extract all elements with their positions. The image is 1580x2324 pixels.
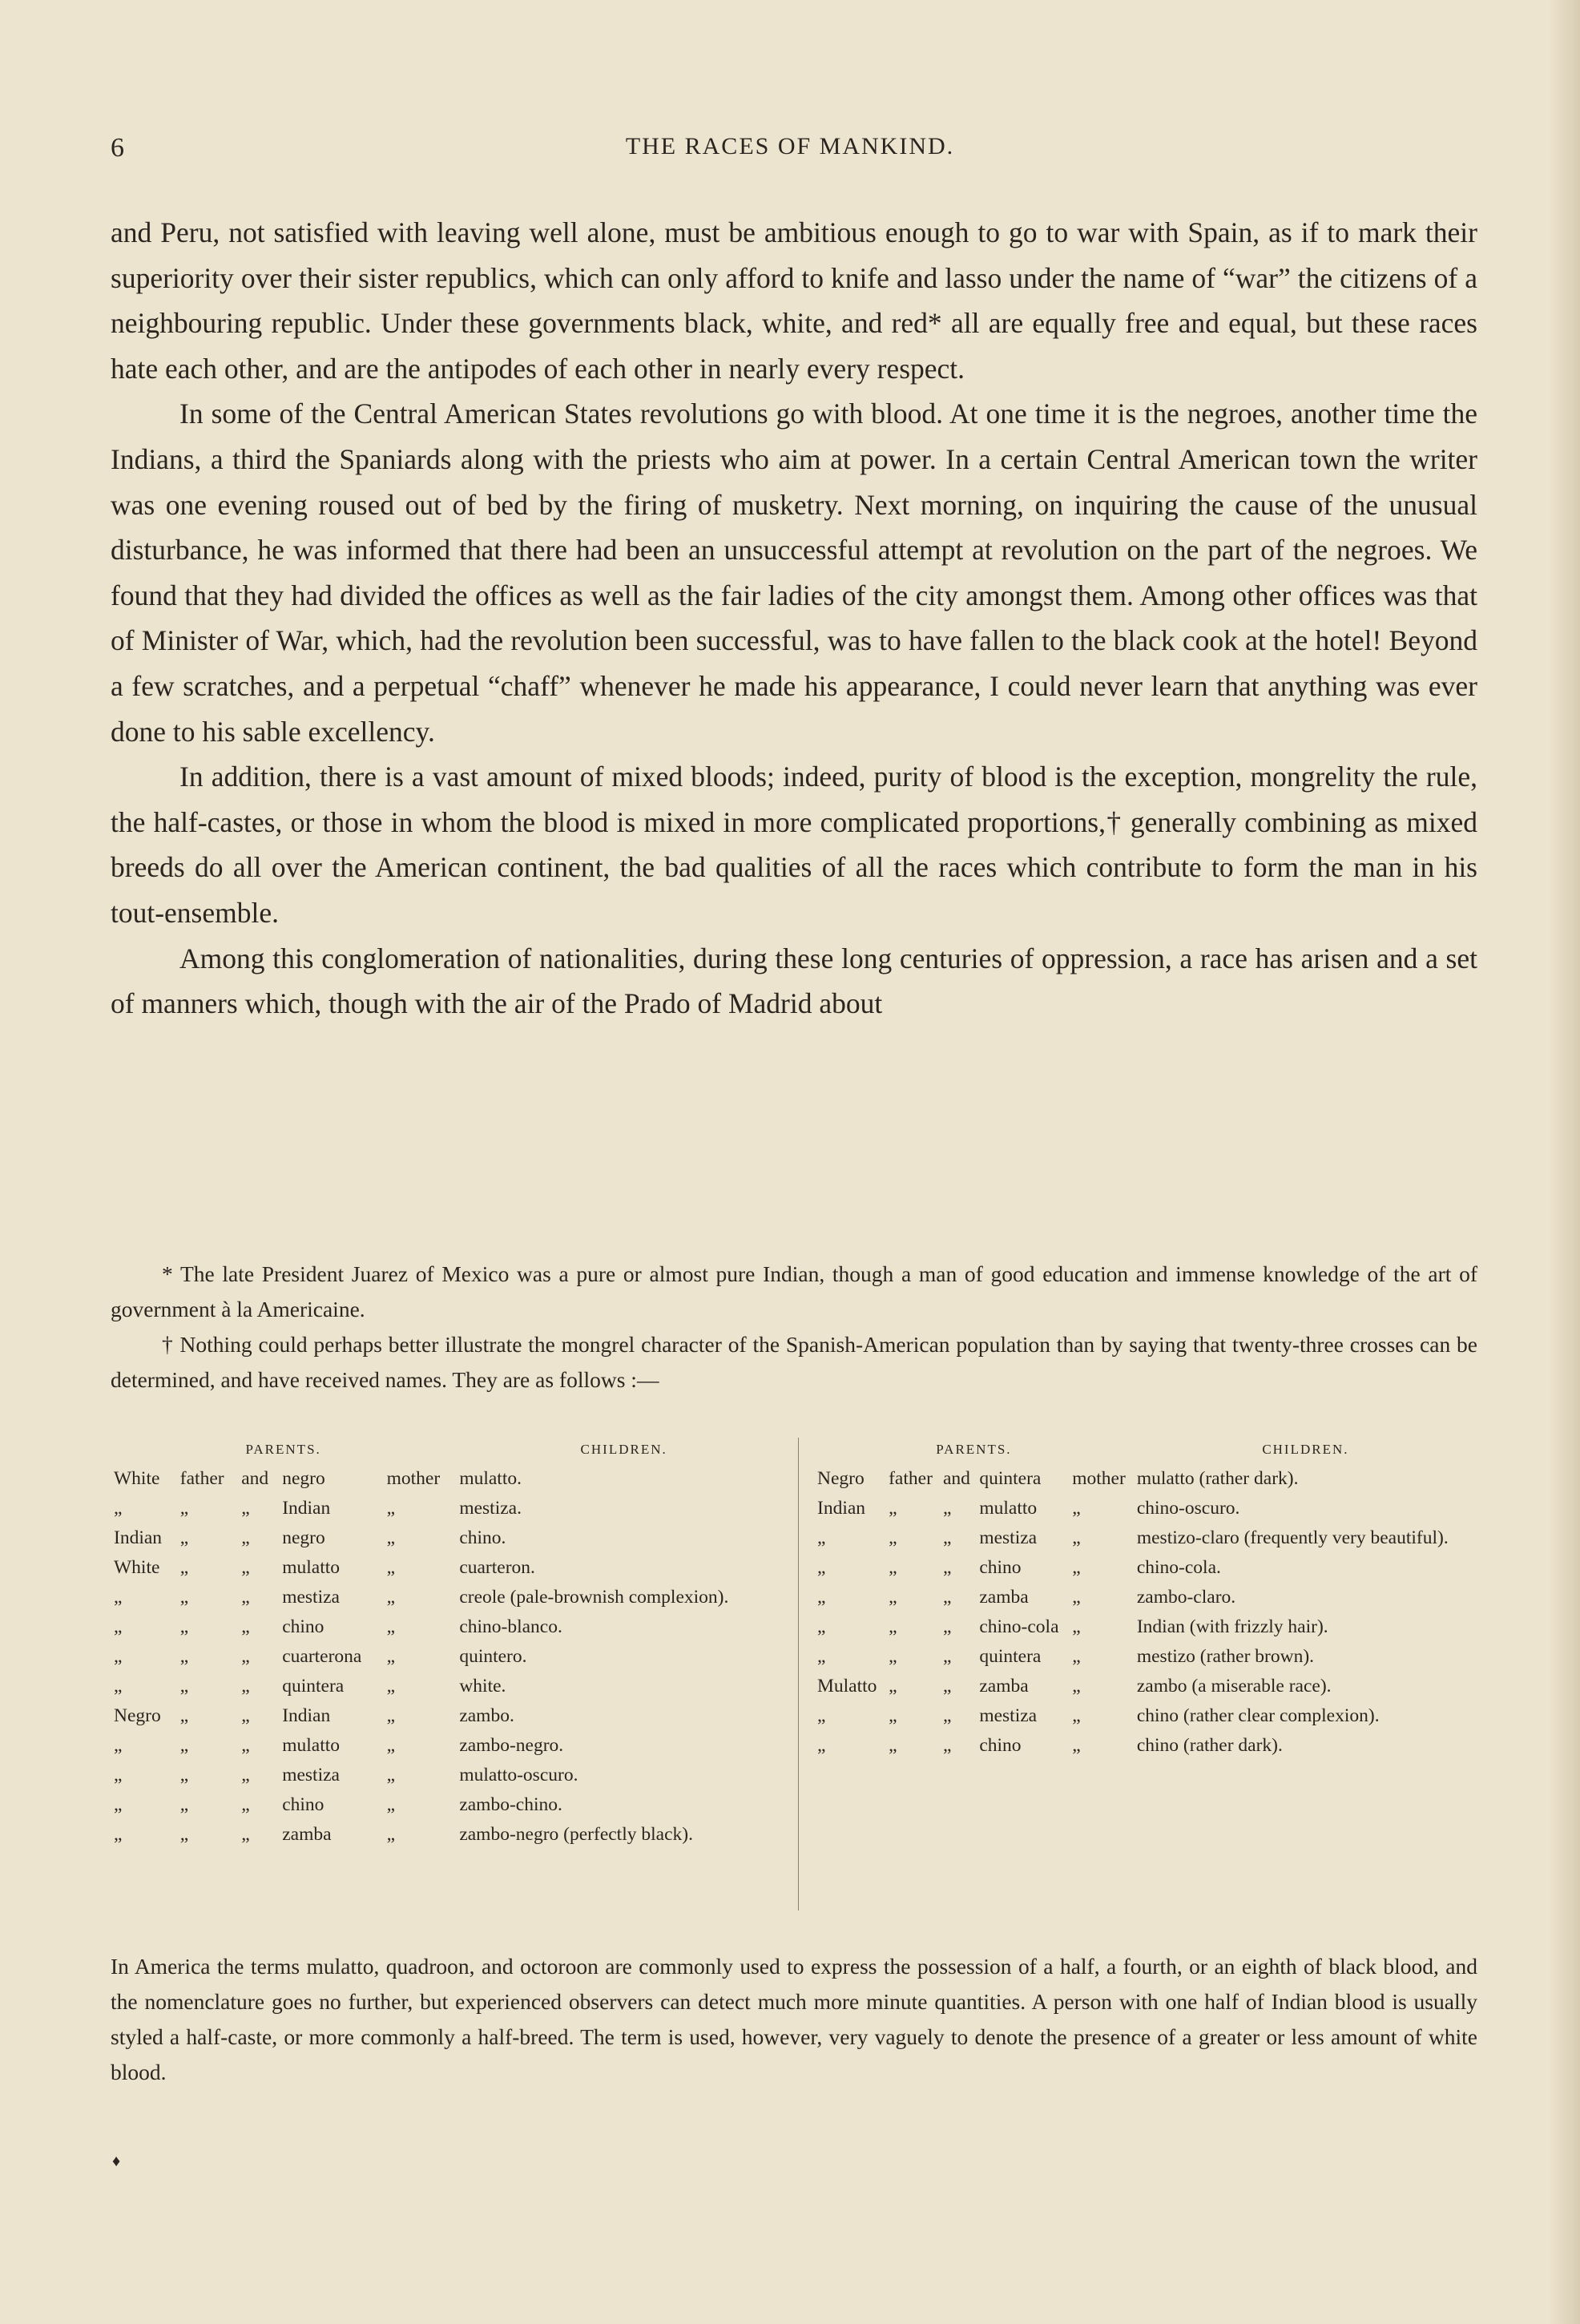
parent-cell: „ — [179, 1498, 189, 1519]
parent-cell: „ — [1072, 1498, 1081, 1519]
parent-cell: Negro — [817, 1468, 865, 1489]
child-cell: chino (rather clear complexion). — [1136, 1705, 1380, 1726]
parent-cell: „ — [241, 1616, 250, 1637]
parent-cell: and — [943, 1468, 970, 1489]
paragraph: In America the terms mulatto, quadroon, and octoroon are commonly used to express the possession of a half, a fourth, or an eighth of black blood, and the nomenclature goes no further, but experienced observers can detect much more minute quantities. A person with one half of Indian blood is usually styled a half-caste, or more commonly a half-breed. The term is used, however, very vaguely to denote the presence of a greater or less amount of white blood. — [111, 1954, 1477, 2084]
parent-cell: „ — [179, 1557, 189, 1578]
parent-cell: „ — [943, 1705, 952, 1726]
parent-cell: „ — [1072, 1587, 1081, 1608]
parent-cell: „ — [241, 1527, 250, 1548]
parent-cell: negro — [282, 1468, 325, 1489]
parent-cell: „ — [386, 1646, 396, 1667]
parent-cell: „ — [241, 1587, 250, 1608]
child-cell: mestiza. — [459, 1498, 522, 1519]
child-cell: creole (pale-brownish complexion). — [459, 1587, 729, 1608]
table-row — [111, 1790, 792, 1820]
parent-cell: „ — [114, 1765, 123, 1785]
parent-cell: „ — [1072, 1527, 1081, 1548]
parent-cell: Indian — [817, 1498, 866, 1519]
parent-cell: „ — [179, 1646, 189, 1667]
table-row — [111, 1464, 792, 1494]
parent-cell: „ — [943, 1735, 952, 1756]
child-cell: mulatto (rather dark). — [1136, 1468, 1299, 1489]
child-cell: white. — [459, 1676, 506, 1697]
parent-cell: „ — [889, 1587, 897, 1608]
parent-cell: „ — [889, 1735, 897, 1756]
parent-cell: „ — [1072, 1676, 1081, 1697]
table-row — [111, 1583, 792, 1612]
parent-cell: „ — [817, 1616, 826, 1637]
parent-cell: Indian — [114, 1527, 163, 1548]
parent-cell: father — [889, 1468, 933, 1489]
child-cell: mulatto-oscuro. — [459, 1765, 578, 1785]
parent-cell: „ — [1072, 1735, 1081, 1756]
parent-cell: „ — [817, 1735, 826, 1756]
children-header: CHILDREN. — [1262, 1442, 1349, 1457]
child-cell: Indian (with frizzly hair). — [1136, 1616, 1328, 1637]
table-row — [814, 1464, 1477, 1494]
parent-cell: White — [114, 1468, 160, 1489]
parent-cell: „ — [241, 1646, 250, 1667]
column-divider — [798, 1438, 799, 1910]
parent-cell: quintera — [282, 1676, 345, 1697]
parent-cell: chino — [282, 1616, 324, 1637]
table-row — [111, 1820, 792, 1850]
parent-cell: „ — [179, 1794, 189, 1815]
parent-cell: „ — [889, 1705, 897, 1726]
table-row — [111, 1761, 792, 1790]
parent-cell: „ — [889, 1527, 897, 1548]
table-row — [111, 1612, 792, 1642]
child-cell: mestizo-claro (frequently very beautiful). — [1136, 1527, 1449, 1548]
parent-cell: mulatto — [282, 1735, 340, 1756]
table-row — [814, 1494, 1477, 1523]
child-cell: zambo-claro. — [1136, 1587, 1236, 1608]
footnotes — [111, 1257, 1477, 1398]
parent-cell: Negro — [114, 1705, 161, 1726]
child-cell: chino (rather dark). — [1136, 1735, 1283, 1756]
table-row — [111, 1701, 792, 1731]
parent-cell: mother — [1072, 1468, 1126, 1489]
crosses-table-right — [814, 1434, 1477, 1761]
child-cell: zambo (a miserable race). — [1136, 1676, 1332, 1697]
parent-cell: „ — [241, 1705, 250, 1726]
parent-cell: „ — [386, 1705, 396, 1726]
parent-cell: „ — [889, 1498, 897, 1519]
parent-cell: chino-cola — [979, 1616, 1059, 1637]
parent-cell: „ — [114, 1616, 123, 1637]
parent-cell: „ — [889, 1616, 897, 1637]
table-row — [111, 1731, 792, 1761]
table-row — [814, 1553, 1477, 1583]
parent-cell: „ — [386, 1765, 396, 1785]
parent-cell: „ — [386, 1557, 396, 1578]
parent-cell: „ — [241, 1765, 250, 1785]
child-cell: mulatto. — [459, 1468, 522, 1489]
main-text — [111, 210, 1477, 1027]
parent-cell: Indian — [282, 1498, 331, 1519]
parent-cell: „ — [943, 1646, 952, 1667]
parent-cell: and — [241, 1468, 269, 1489]
parent-cell: „ — [114, 1498, 123, 1519]
ink-mark: ♦ — [112, 2153, 121, 2170]
parent-cell: „ — [889, 1557, 897, 1578]
parent-cell: „ — [386, 1794, 396, 1815]
parent-cell: „ — [943, 1676, 952, 1697]
parent-cell: „ — [1072, 1557, 1081, 1578]
parent-cell: „ — [179, 1705, 189, 1726]
parent-cell: White — [114, 1557, 160, 1578]
parent-cell: „ — [943, 1527, 952, 1548]
parent-cell: zamba — [282, 1824, 332, 1845]
page-number: 6 — [111, 133, 124, 163]
parent-cell: „ — [943, 1616, 952, 1637]
child-cell: zambo-negro. — [459, 1735, 564, 1756]
footnote: † Nothing could perhaps better illustrate the mongrel character of the Spanish-American population than by saying that twenty-three crosses can be determined, and have received names. They are as follows :— — [111, 1332, 1477, 1392]
parent-cell: „ — [943, 1557, 952, 1578]
parent-cell: „ — [817, 1527, 826, 1548]
parent-cell: „ — [817, 1705, 826, 1726]
parent-cell: „ — [386, 1587, 396, 1608]
parent-cell: „ — [1072, 1646, 1081, 1667]
parent-cell: „ — [386, 1824, 396, 1845]
parent-cell: mestiza — [282, 1765, 340, 1785]
table-row — [111, 1494, 792, 1523]
parent-cell: „ — [241, 1676, 250, 1697]
child-cell: cuarteron. — [459, 1557, 535, 1578]
table-header-row — [814, 1434, 1477, 1464]
parent-cell: Mulatto — [817, 1676, 877, 1697]
parent-cell: „ — [179, 1735, 189, 1756]
child-cell: zambo-chino. — [459, 1794, 562, 1815]
table-body — [111, 1464, 792, 1850]
table-row — [814, 1701, 1477, 1731]
parent-cell: zamba — [979, 1587, 1029, 1608]
parent-cell: mestiza — [979, 1705, 1038, 1726]
parent-cell: „ — [943, 1498, 952, 1519]
child-cell: quintero. — [459, 1646, 527, 1667]
parent-cell: „ — [386, 1735, 396, 1756]
parent-cell: „ — [179, 1765, 189, 1785]
table-row — [814, 1731, 1477, 1761]
table-row — [111, 1523, 792, 1553]
parent-cell: „ — [1072, 1616, 1081, 1637]
parent-cell: „ — [241, 1794, 250, 1815]
parent-cell: chino — [979, 1735, 1022, 1756]
table-row — [814, 1612, 1477, 1642]
parent-cell: quintera — [979, 1646, 1042, 1667]
parent-cell: quintera — [979, 1468, 1042, 1489]
parent-cell: „ — [241, 1557, 250, 1578]
table-row — [111, 1672, 792, 1701]
table-row — [111, 1553, 792, 1583]
parent-cell: „ — [943, 1587, 952, 1608]
parent-cell: „ — [817, 1646, 826, 1667]
crosses-table — [111, 1434, 1477, 1931]
page-edge-shadow — [1548, 0, 1580, 2324]
parent-cell: „ — [386, 1616, 396, 1637]
parent-cell: „ — [114, 1824, 123, 1845]
child-cell: chino-cola. — [1136, 1557, 1221, 1578]
parent-cell: Indian — [282, 1705, 331, 1726]
parent-cell: mulatto — [979, 1498, 1038, 1519]
parent-cell: chino — [979, 1557, 1022, 1578]
parent-cell: „ — [179, 1587, 189, 1608]
parent-cell: „ — [889, 1646, 897, 1667]
parent-cell: negro — [282, 1527, 325, 1548]
child-cell: chino-oscuro. — [1136, 1498, 1240, 1519]
parent-cell: „ — [241, 1824, 250, 1845]
parent-cell: „ — [114, 1794, 123, 1815]
parent-cell: „ — [114, 1676, 123, 1697]
parents-header: PARENTS. — [245, 1442, 321, 1457]
closing-text — [111, 1949, 1477, 2090]
child-cell: chino-blanco. — [459, 1616, 562, 1637]
parents-header: PARENTS. — [936, 1442, 1012, 1457]
table-header-row — [111, 1434, 792, 1464]
parent-cell: „ — [1072, 1705, 1081, 1726]
parent-cell: „ — [179, 1676, 189, 1697]
parent-cell: mestiza — [282, 1587, 340, 1608]
table-row — [814, 1672, 1477, 1701]
parent-cell: zamba — [979, 1676, 1029, 1697]
children-header: CHILDREN. — [580, 1442, 667, 1457]
parent-cell: „ — [241, 1498, 250, 1519]
parent-cell: „ — [179, 1824, 189, 1845]
crosses-table-left — [111, 1434, 792, 1850]
parent-cell: chino — [282, 1794, 324, 1815]
table-row — [814, 1523, 1477, 1553]
paragraph: In some of the Central American States revolutions go with blood. At one time it is the negroes, another time the Indians, a third the Spaniards along with the priests who aim at power. In a certain Central American town the writer was one evening roused out of bed by the firing of musketry. Next morning, on inquiring the cause of the unusual disturbance, he was informed that there had been an unsuccessful attempt at revolution on the part of the negroes. We found that they had divided the offices as well as the fair ladies of the city amongst them. Among other offices was that of Minister of War, which, had the revolution been successful, was to have fallen to the black cook at the hotel! Beyond a few scratches, and a perpetual “chaff” whenever he made his appearance, I could never learn that anything was ever done to his sable excellency. — [111, 397, 1477, 748]
table-row — [814, 1583, 1477, 1612]
parent-cell: „ — [889, 1676, 897, 1697]
parent-cell: „ — [114, 1646, 123, 1667]
child-cell: mestizo (rather brown). — [1136, 1646, 1315, 1667]
parent-cell: „ — [386, 1498, 396, 1519]
footnote: * The late President Juarez of Mexico was a pure or almost pure Indian, though a man of good education and immense knowledge of the art of government à la Americaine. — [111, 1261, 1477, 1321]
parent-cell: „ — [114, 1587, 123, 1608]
parent-cell: „ — [114, 1735, 123, 1756]
table-row — [111, 1642, 792, 1672]
parent-cell: „ — [817, 1557, 826, 1578]
running-title: THE RACES OF MANKIND. — [625, 133, 955, 159]
parent-cell: „ — [817, 1587, 826, 1608]
parent-cell: „ — [386, 1676, 396, 1697]
table-body — [814, 1464, 1477, 1761]
parent-cell: father — [179, 1468, 224, 1489]
parent-cell: cuarterona — [282, 1646, 362, 1667]
child-cell: zambo. — [459, 1705, 514, 1726]
child-cell: chino. — [459, 1527, 506, 1548]
parent-cell: mulatto — [282, 1557, 340, 1578]
parent-cell: „ — [241, 1735, 250, 1756]
paragraph: and Peru, not satisfied with leaving well alone, must be ambitious enough to go to war with Spain, as if to mark their superiority over their sister republics, which can only afford to knife and lasso under the name of “war” the citizens of a neighbouring republic. Under these governments black, white, and red* all are equally free and equal, but these races hate each other, and are the antipodes of each other in nearly every respect. — [111, 216, 1477, 385]
parent-cell: mother — [386, 1468, 441, 1489]
paragraph: In addition, there is a vast amount of mixed bloods; indeed, purity of blood is the exception, mongrelity the rule, the half-castes, or those in whom the blood is mixed in more complicated proportions,† generally combining as mixed breeds do all over the American continent, the bad qualities of all the races which contribute to form the man in his tout-ensemble. — [111, 761, 1477, 929]
child-cell: zambo-negro (perfectly black). — [459, 1824, 693, 1845]
paragraph: Among this conglomeration of nationalities, during these long centuries of oppression, a race has arisen and a set of manners which, though with the air of the Prado of Madrid about — [111, 942, 1477, 1020]
parent-cell: „ — [386, 1527, 396, 1548]
table-row — [814, 1642, 1477, 1672]
parent-cell: „ — [179, 1616, 189, 1637]
parent-cell: mestiza — [979, 1527, 1038, 1548]
parent-cell: „ — [179, 1527, 189, 1548]
